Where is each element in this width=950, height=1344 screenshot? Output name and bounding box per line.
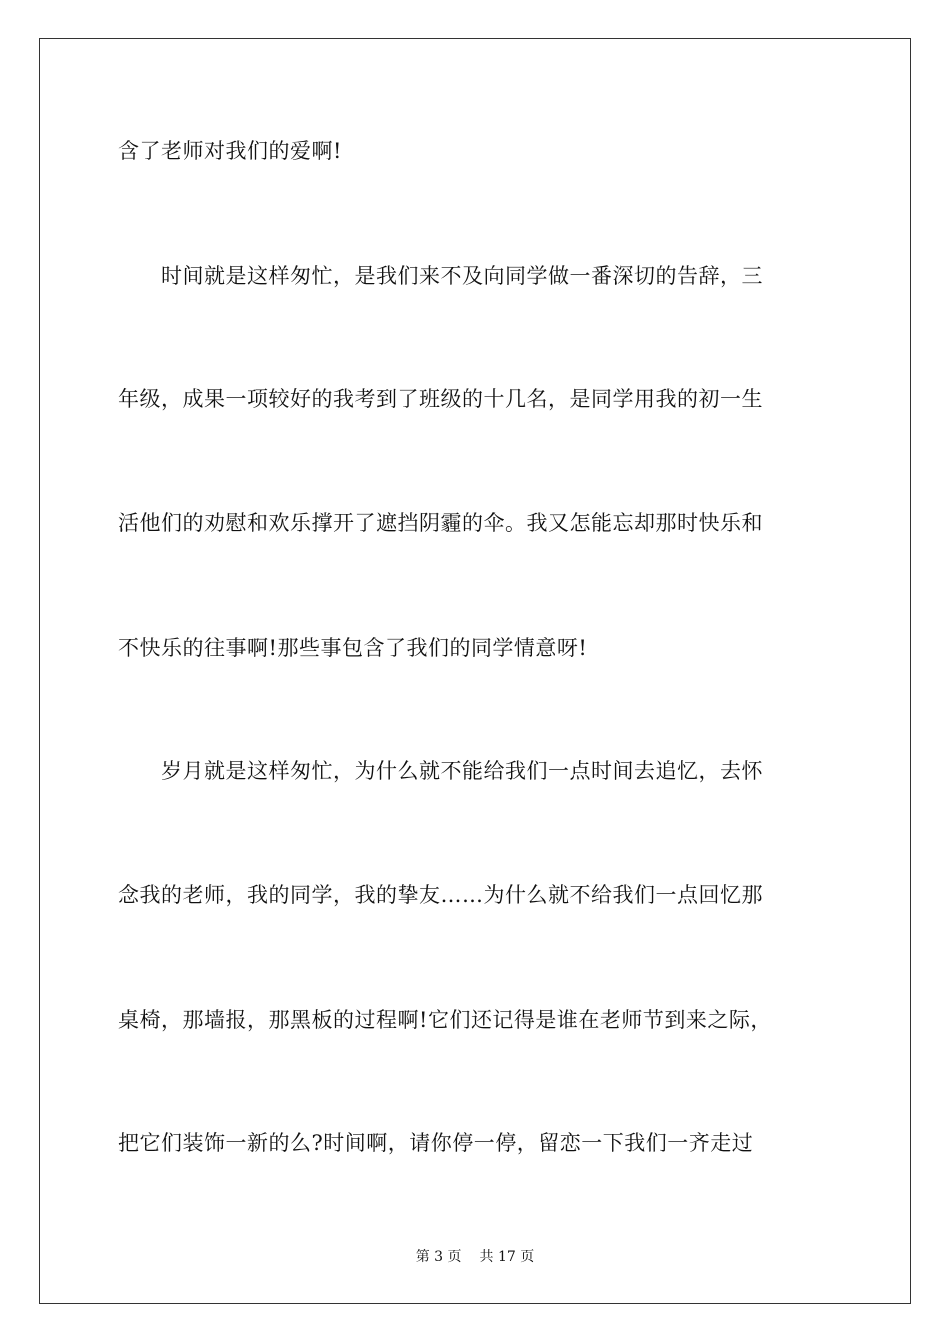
text-line-1: 含了老师对我们的爱啊! bbox=[118, 139, 342, 163]
text-line-2: 时间就是这样匆忙，是我们来不及向同学做一番深切的告辞，三 bbox=[118, 264, 763, 288]
text-line-8: 桌椅，那墙报，那黑板的过程啊!它们还记得是谁在老师节到来之际， bbox=[118, 1008, 772, 1032]
text-line-3: 年级，成果一项较好的我考到了班级的十几名，是同学用我的初一生 bbox=[118, 387, 763, 411]
page-footer bbox=[0, 1247, 950, 1267]
text-line-5: 不快乐的往事啊!那些事包含了我们的同学情意呀! bbox=[118, 636, 588, 660]
text-line-6: 岁月就是这样匆忙，为什么就不能给我们一点时间去追忆，去怀 bbox=[118, 759, 763, 783]
text-line-4: 活他们的劝慰和欢乐撑开了遮挡阴霾的伞。我又怎能忘却那时快乐和 bbox=[118, 511, 763, 535]
text-line-7: 念我的老师，我的同学，我的挚友……为什么就不给我们一点回忆那 bbox=[118, 883, 763, 907]
page-border bbox=[39, 38, 911, 1304]
text-line-9: 把它们装饰一新的么?时间啊，请你停一停，留恋一下我们一齐走过 bbox=[118, 1131, 754, 1155]
page-total: 共 17 页 bbox=[479, 1249, 535, 1265]
page-number: 第 3 页 bbox=[415, 1249, 462, 1265]
